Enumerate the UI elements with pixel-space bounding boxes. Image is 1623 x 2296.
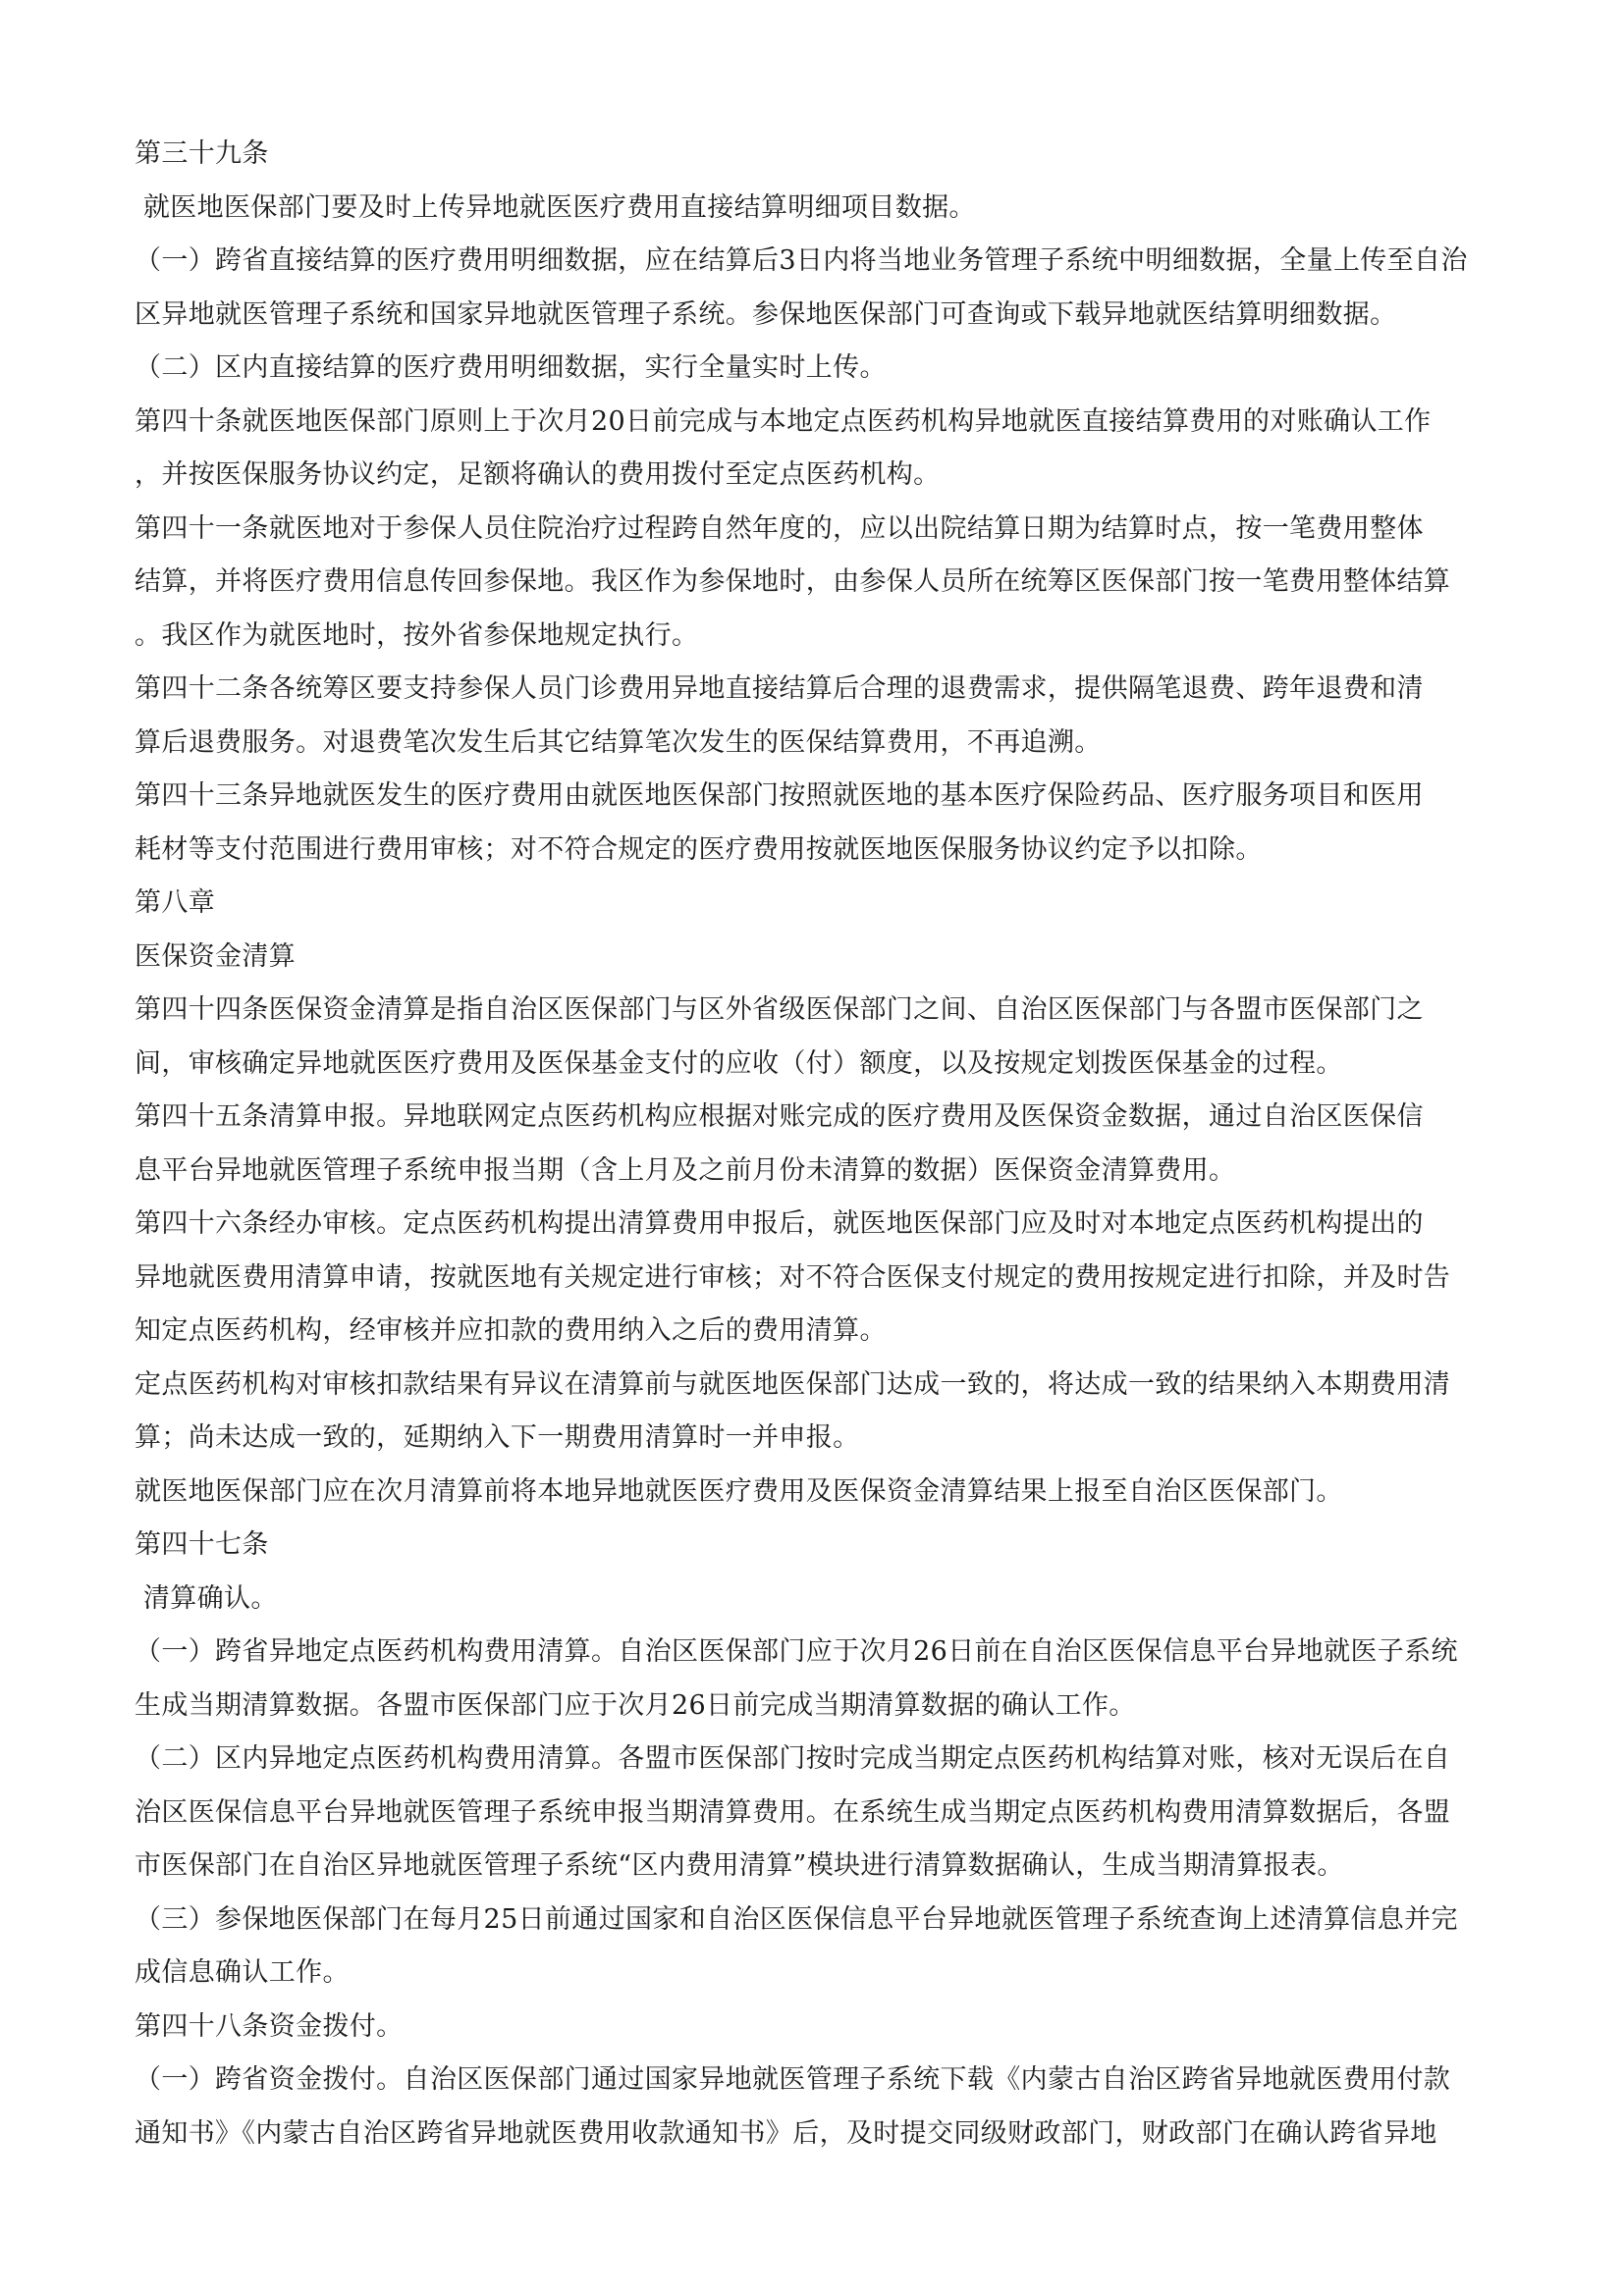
text-line: 息平台异地就医管理子系统申报当期（含上月及之前月份未清算的数据）医保资金清算费用。 <box>135 1154 1236 1186</box>
text-line: 第四十七条 <box>135 1529 269 1560</box>
text-line: 就医地医保部门要及时上传异地就医医疗费用直接结算明细项目数据。 <box>135 191 976 223</box>
text-line: （一）跨省资金拨付。自治区医保部门通过国家异地就医管理子系统下载《内蒙古自治区跨省异地就医费用付款 <box>135 2064 1451 2095</box>
document-body <box>135 128 1504 2161</box>
text-line: 第四十六条经办审核。定点医药机构提出清算费用申报后，就医地医保部门应及时对本地定点医药机构提出的 <box>135 1208 1424 1239</box>
text-line: 间，审核确定异地就医医疗费用及医保基金支付的应收（付）额度，以及按规定划拨医保基金的过程。 <box>135 1047 1343 1079</box>
text-line: 算；尚未达成一致的，延期纳入下一期费用清算时一并申报。 <box>135 1422 860 1453</box>
text-line: （二）区内异地定点医药机构费用清算。各盟市医保部门按时完成当期定点医药机构结算对账，核对无误后在自 <box>135 1743 1451 1774</box>
text-line: 结算，并将医疗费用信息传回参保地。我区作为参保地时，由参保人员所在统筹区医保部门按一笔费用整体结算 <box>135 566 1451 597</box>
text-line: （一）跨省异地定点医药机构费用清算。自治区医保部门应于次月26日前在自治区医保信息平台异地就医子系统 <box>135 1636 1458 1667</box>
text-line: 。我区作为就医地时，按外省参保地规定执行。 <box>135 619 699 651</box>
text-line: 第四十八条资金拨付。 <box>135 2010 404 2042</box>
text-line: 生成当期清算数据。各盟市医保部门应于次月26日前完成当期清算数据的确认工作。 <box>135 1689 1136 1721</box>
text-line: 通知书》《内蒙古自治区跨省异地就医费用收款通知书》后，及时提交同级财政部门，财政部门在确认跨省异地 <box>135 2117 1437 2149</box>
text-line: 治区医保信息平台异地就医管理子系统申报当期清算费用。在系统生成当期定点医药机构费用清算数据后，各盟 <box>135 1796 1451 1828</box>
text-line: 第三十九条 <box>135 138 269 169</box>
text-line: 知定点医药机构，经审核并应扣款的费用纳入之后的费用清算。 <box>135 1315 887 1346</box>
text-line: 算后退费服务。对退费笔次发生后其它结算笔次发生的医保结算费用，不再追溯。 <box>135 726 1102 758</box>
text-line: 清算确认。 <box>135 1582 278 1614</box>
text-line: 第四十五条清算申报。异地联网定点医药机构应根据对账完成的医疗费用及医保资金数据，通过自治区医保信 <box>135 1101 1424 1132</box>
text-line: 第四十二条各统筹区要支持参保人员门诊费用异地直接结算后合理的退费需求，提供隔笔退费、跨年退费和清 <box>135 673 1424 704</box>
text-line: ，并按医保服务协议约定，足额将确认的费用拨付至定点医药机构。 <box>135 459 941 490</box>
text-line: 第四十条就医地医保部门原则上于次月20日前完成与本地定点医药机构异地就医直接结算费用的对账确认工作 <box>135 405 1432 437</box>
text-line: （三）参保地医保部门在每月25日前通过国家和自治区医保信息平台异地就医管理子系统查询上述清算信息并完 <box>135 1903 1458 1935</box>
text-line: （一）跨省直接结算的医疗费用明细数据，应在结算后3日内将当地业务管理子系统中明细数据，全量上传至自治 <box>135 245 1468 276</box>
text-line: 区异地就医管理子系统和国家异地就医管理子系统。参保地医保部门可查询或下载异地就医结算明细数据。 <box>135 298 1397 330</box>
text-line: 成信息确认工作。 <box>135 1957 350 1988</box>
text-line: 第八章 <box>135 887 216 918</box>
text-line: 第四十三条异地就医发生的医疗费用由就医地医保部门按照就医地的基本医疗保险药品、医疗服务项目和医用 <box>135 780 1424 811</box>
text-line: 第四十一条就医地对于参保人员住院治疗过程跨自然年度的，应以出院结算日期为结算时点，按一笔费用整体 <box>135 512 1424 544</box>
text-line: 市医保部门在自治区异地就医管理子系统“区内费用清算”模块进行清算数据确认，生成当期清算报表。 <box>135 1850 1344 1881</box>
text-line: 医保资金清算 <box>135 940 297 972</box>
text-line: 就医地医保部门应在次月清算前将本地异地就医医疗费用及医保资金清算结果上报至自治区医保部门。 <box>135 1475 1343 1507</box>
text-line: 第四十四条医保资金清算是指自治区医保部门与区外省级医保部门之间、自治区医保部门与各盟市医保部门之 <box>135 994 1424 1025</box>
text-line: 异地就医费用清算申请，按就医地有关规定进行审核；对不符合医保支付规定的费用按规定进行扣除，并及时告 <box>135 1261 1451 1293</box>
text-line: 定点医药机构对审核扣款结果有异议在清算前与就医地医保部门达成一致的，将达成一致的结果纳入本期费用清 <box>135 1368 1451 1400</box>
text-line: 耗材等支付范围进行费用审核；对不符合规定的医疗费用按就医地医保服务协议约定予以扣除。 <box>135 833 1263 865</box>
text-line: （二）区内直接结算的医疗费用明细数据，实行全量实时上传。 <box>135 352 887 383</box>
